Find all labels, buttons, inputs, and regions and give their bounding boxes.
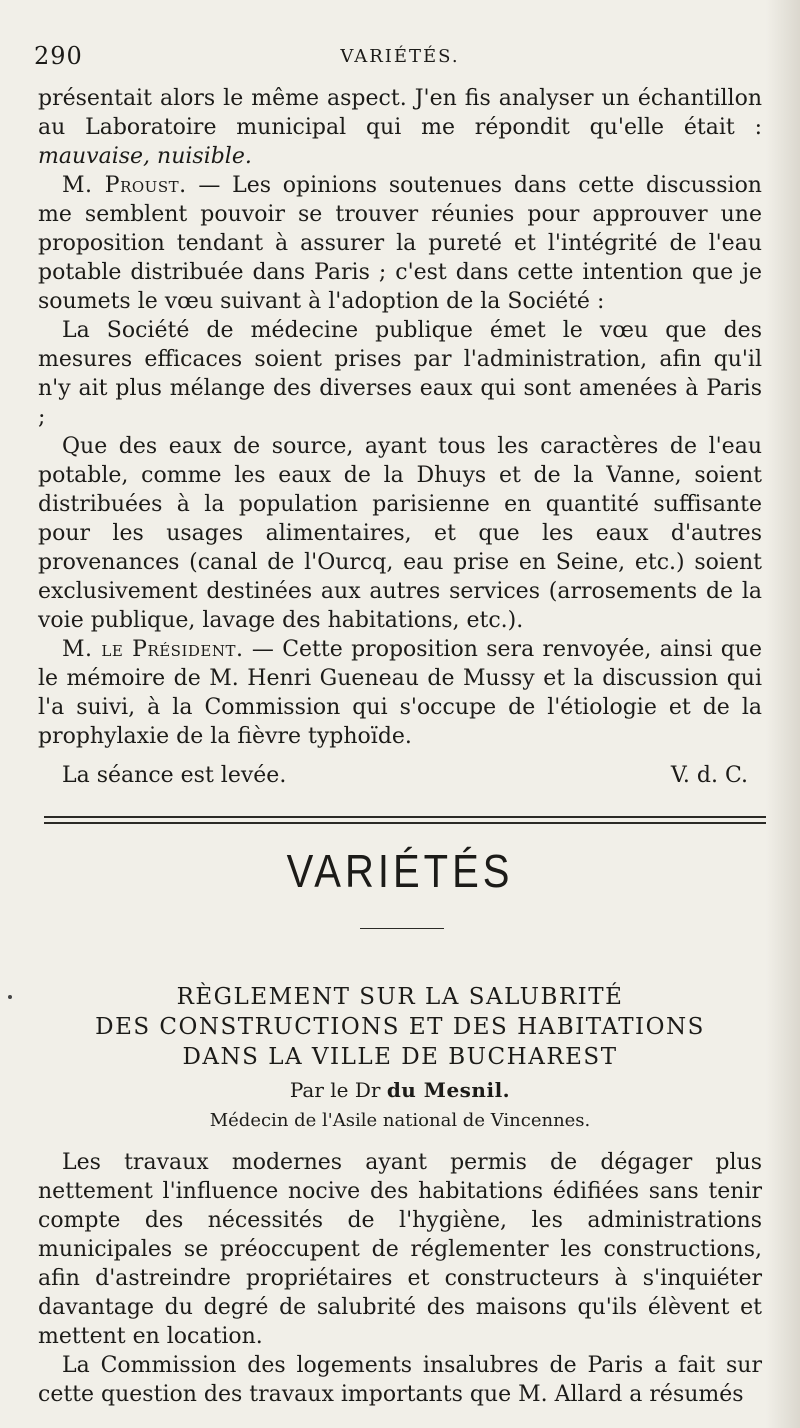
discussion-text (38, 84, 762, 751)
paragraph-president: M. le Président. — Cette proposition sera renvoyée, ainsi que le mémoire de M. Henri Gueneau de Mussy et la discussion qui l'a suivi, à la Commission qui s'occupe de l'étiologie et de la prophylaxie de la fièvre typhoïde. (38, 637, 762, 749)
article-paragraph-2: La Commission des logements insalubres de Paris a fait sur cette question des travaux importants que M. Allard a résumés (38, 1353, 762, 1407)
byline: Par le Dr du Mesnil. (289, 1078, 511, 1102)
author-affiliation: Médecin de l'Asile national de Vincennes. (209, 1110, 591, 1131)
paragraph-voeu: La Société de médecine publique émet le vœu que des mesures efficaces soient prises par l'administration, afin qu'il n'y ait plus mélange des diverses eaux qui sont amenées à Paris ; (38, 318, 762, 430)
italic-verdict: mauvaise, nuisible. (38, 144, 252, 169)
divider-rule (44, 816, 766, 818)
article-title-line: DES CONSTRUCTIONS ET DES HABITATIONS (95, 1014, 705, 1040)
page-header (30, 42, 770, 72)
page-edge-shadow (766, 0, 800, 1428)
article-paragraph-1: Les travaux modernes ayant permis de dégager plus nettement l'influence nocive des habitations édifiées sans tenir compte des nécessités de l'hygiène, les administrations municipales se préoccupent de réglementer les constructions, afin d'astreindre propriétaires et constructeurs à s'inquiéter davantage du degré de salubrité des maisons qu'ils élèvent et mettent en location. (38, 1150, 762, 1349)
article-title-line: RÈGLEMENT SUR LA SALUBRITÉ (176, 984, 624, 1010)
speaker-name: M. le Président. (62, 637, 244, 662)
signature: V. d. C. (670, 763, 748, 788)
margin-dot (8, 995, 12, 999)
paragraph-1: présentait alors le même aspect. J'en fis analyser un échantillon au Laboratoire municipal qui me répondit qu'elle était : mauvaise, nuisible. (38, 86, 762, 169)
section-title: VARIÉTÉS (286, 846, 514, 898)
divider-rule (44, 822, 766, 824)
session-close (38, 763, 762, 792)
paragraph-proust: M. Proust. — Les opinions soutenues dans cette discussion me semblent pouvoir se trouver réunies pour approuver une proposition tendant à assurer la pureté et l'intégrité de l'eau potable distribuée dans Paris ; c'est dans cette intention que je soumets le vœu suivant à l'adoption de la Société : (38, 173, 762, 314)
page-number: 290 (34, 42, 83, 70)
article-text (38, 1148, 762, 1409)
title-underline (360, 928, 444, 929)
speaker-name: M. Proust. (62, 173, 187, 198)
article-title-line: DANS LA VILLE DE BUCHAREST (182, 1044, 618, 1070)
author-name: du Mesnil. (386, 1078, 511, 1102)
closing-line: La séance est levée. (62, 763, 287, 788)
running-head: VARIÉTÉS. (340, 46, 460, 67)
paragraph-sources: Que des eaux de source, ayant tous les caractères de l'eau potable, comme les eaux de la Dhuys et de la Vanne, soient distribuées à la population parisienne en quantité suffisante pour les usages alimentaires, et que les eaux d'autres provenances (canal de l'Ourcq, eau prise en Seine, etc.) soient exclusivement destinées aux autres services (arrosements de la voie publique, lavage des habitations, etc.). (38, 434, 762, 633)
